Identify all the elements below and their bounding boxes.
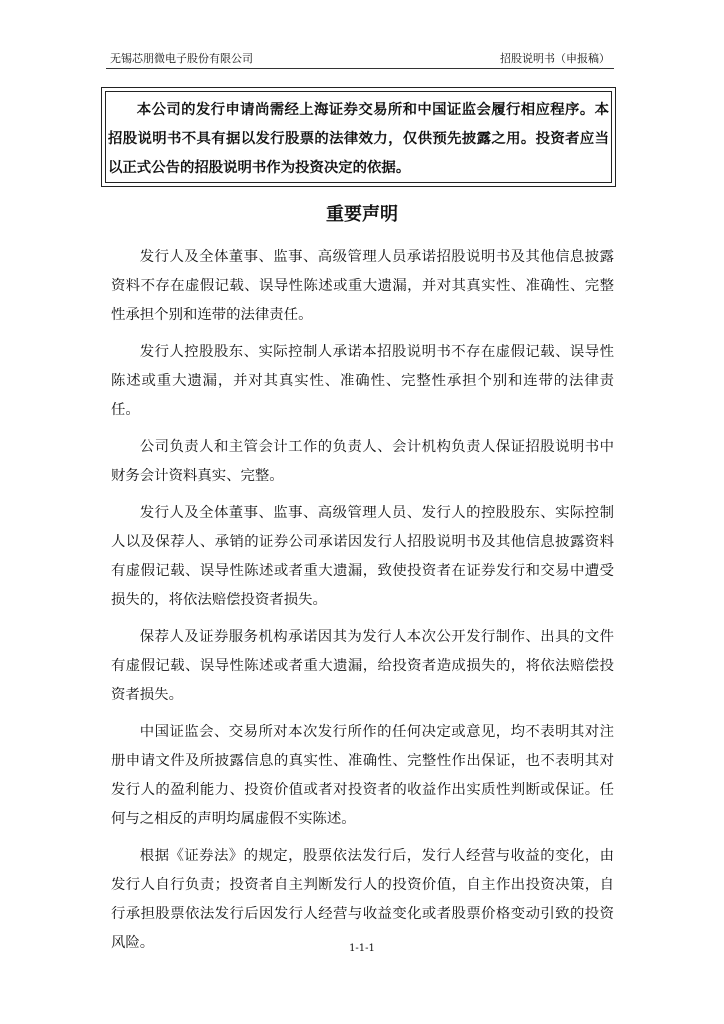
declaration-paragraph: 发行人及全体董事、监事、高级管理人员承诺招股说明书及其他信息披露资料不存在虚假记载、误导性陈述或重大遗漏，并对其真实性、准确性、完整性承担个别和连带的法律责任。 bbox=[111, 249, 614, 323]
declaration-paragraph: 公司负责人和主管会计工作的负责人、会计机构负责人保证招股说明书中财务会计资料真实、完整。 bbox=[111, 439, 614, 484]
header-document-type: 招股说明书（申报稿） bbox=[500, 52, 610, 65]
page-header bbox=[106, 50, 614, 69]
declaration-paragraph: 发行人控股股东、实际控制人承诺本招股说明书不存在虚假记载、误导性陈述或重大遗漏，并对其真实性、准确性、完整性承担个别和连带的法律责任。 bbox=[111, 344, 614, 418]
notice-text: 本公司的发行申请尚需经上海证券交易所和中国证监会履行相应程序。本招股说明书不具有据以发行股票的法律效力，仅供预先披露之用。投资者应当以正式公告的招股说明书作为投资决定的依据。 bbox=[108, 102, 609, 176]
notice-box bbox=[101, 87, 616, 187]
declaration-paragraph: 发行人及全体董事、监事、高级管理人员、发行人的控股股东、实际控制人以及保荐人、承销的证券公司承诺因发行人招股说明书及其他信息披露资料有虚假记载、误导性陈述或者重大遗漏，致使投资者在证券发行和交易中遭受损失的，将依法赔偿投资者损失。 bbox=[111, 505, 614, 608]
declaration-paragraph: 中国证监会、交易所对本次发行所作的任何决定或意见，均不表明其对注册申请文件及所披露信息的真实性、准确性、完整性作出保证，也不表明其对发行人的盈利能力、投资价值或者对投资者的收益作出实质性判断或保证。任何与之相反的声明均属虚假不实陈述。 bbox=[111, 724, 614, 827]
declaration-paragraph: 保荐人及证券服务机构承诺因其为发行人本次公开发行制作、出具的文件有虚假记载、误导性陈述或者重大遗漏，给投资者造成损失的，将依法赔偿投资者损失。 bbox=[111, 629, 614, 703]
declaration-body bbox=[111, 243, 614, 966]
header-company-name: 无锡芯朋微电子股份有限公司 bbox=[110, 52, 253, 65]
section-title: 重要声明 bbox=[326, 204, 398, 225]
page-number: 1-1-1 bbox=[349, 943, 375, 954]
declaration-paragraph: 根据《证券法》的规定，股票依法发行后，发行人经营与收益的变化，由发行人自行负责；投资者自主判断发行人的投资价值，自主作出投资决策，自行承担股票依法发行后因发行人经营与收益变化或者股票价格变动引致的投资风险。 bbox=[111, 848, 614, 951]
notice-inner-border bbox=[105, 91, 612, 183]
